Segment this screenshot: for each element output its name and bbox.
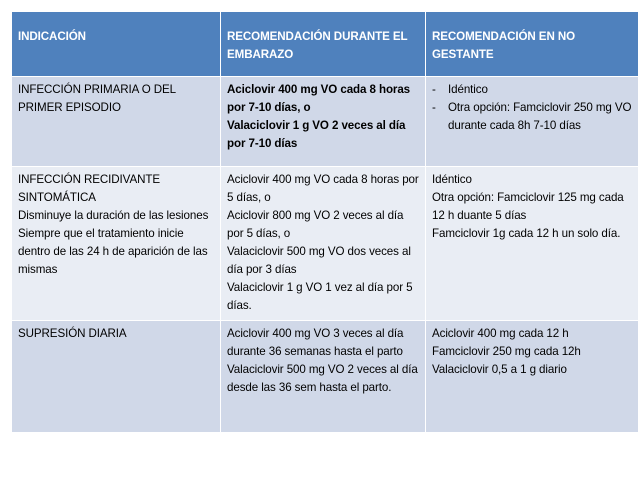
header-non-pregnant: RECOMENDACIÓN EN NO GESTANTE [426, 12, 638, 77]
table-row [12, 167, 638, 321]
cell-line: Aciclovir 400 mg VO cada 8 horas por 5 días, o [227, 173, 419, 204]
cell-indication: SUPRESIÓN DIARIA [12, 321, 221, 433]
cell-non-pregnant [426, 167, 638, 321]
cell-line: INFECCIÓN RECIDIVANTE SINTOMÁTICA [18, 173, 160, 204]
cell-line: Valaciclovir 0,5 a 1 g diario [432, 363, 567, 376]
cell-line: Famciclovir 250 mg cada 12h [432, 345, 581, 358]
list-item: - Idéntico [432, 81, 632, 99]
cell-pregnancy [221, 167, 426, 321]
dash-list [432, 81, 632, 135]
cell-line: Valaciclovir 1 g VO 1 vez al día por 5 días. [227, 281, 413, 312]
header-indication: INDICACIÓN [12, 12, 221, 77]
header-pregnancy: RECOMENDACIÓN DURANTE EL EMBARAZO [221, 12, 426, 77]
cell-line: Aciclovir 800 mg VO 2 veces al día por 5 días, o [227, 209, 404, 240]
treatment-table [11, 11, 638, 433]
cell-line: Otra opción: Famciclovir 125 mg cada 12 h duante 5 días [432, 191, 624, 222]
cell-indication: INFECCIÓN PRIMARIA O DEL PRIMER EPISODIO [12, 77, 221, 167]
table-row [12, 77, 638, 167]
cell-line: Siempre que el tratamiento inicie dentro de las 24 h de aparición de las mismas [18, 227, 208, 276]
cell-line: Valaciclovir 500 mg VO dos veces al día por 3 días [227, 245, 411, 276]
table-row [12, 321, 638, 433]
cell-non-pregnant [426, 321, 638, 433]
cell-line: Aciclovir 400 mg cada 12 h [432, 327, 569, 340]
cell-line: Idéntico [432, 173, 472, 186]
cell-line: Disminuye la duración de las lesiones [18, 209, 209, 222]
cell-pregnancy: Aciclovir 400 mg VO 3 veces al día durante 36 semanas hasta el parto Valaciclovir 500 mg VO 2 veces al día desde las 36 sem hasta el parto. [221, 321, 426, 433]
header-row [12, 12, 638, 77]
list-item: - Otra opción: Famciclovir 250 mg VO durante cada 8h 7-10 días [432, 99, 632, 135]
cell-line: Valaciclovir 1 g VO 2 veces al día por 7-10 días [227, 119, 406, 150]
cell-pregnancy [221, 77, 426, 167]
cell-non-pregnant [426, 77, 638, 167]
cell-indication [12, 167, 221, 321]
cell-line: Famciclovir 1g cada 12 h un solo día. [432, 227, 621, 240]
cell-line: Aciclovir 400 mg VO cada 8 horas por 7-10 días, o [227, 83, 411, 114]
